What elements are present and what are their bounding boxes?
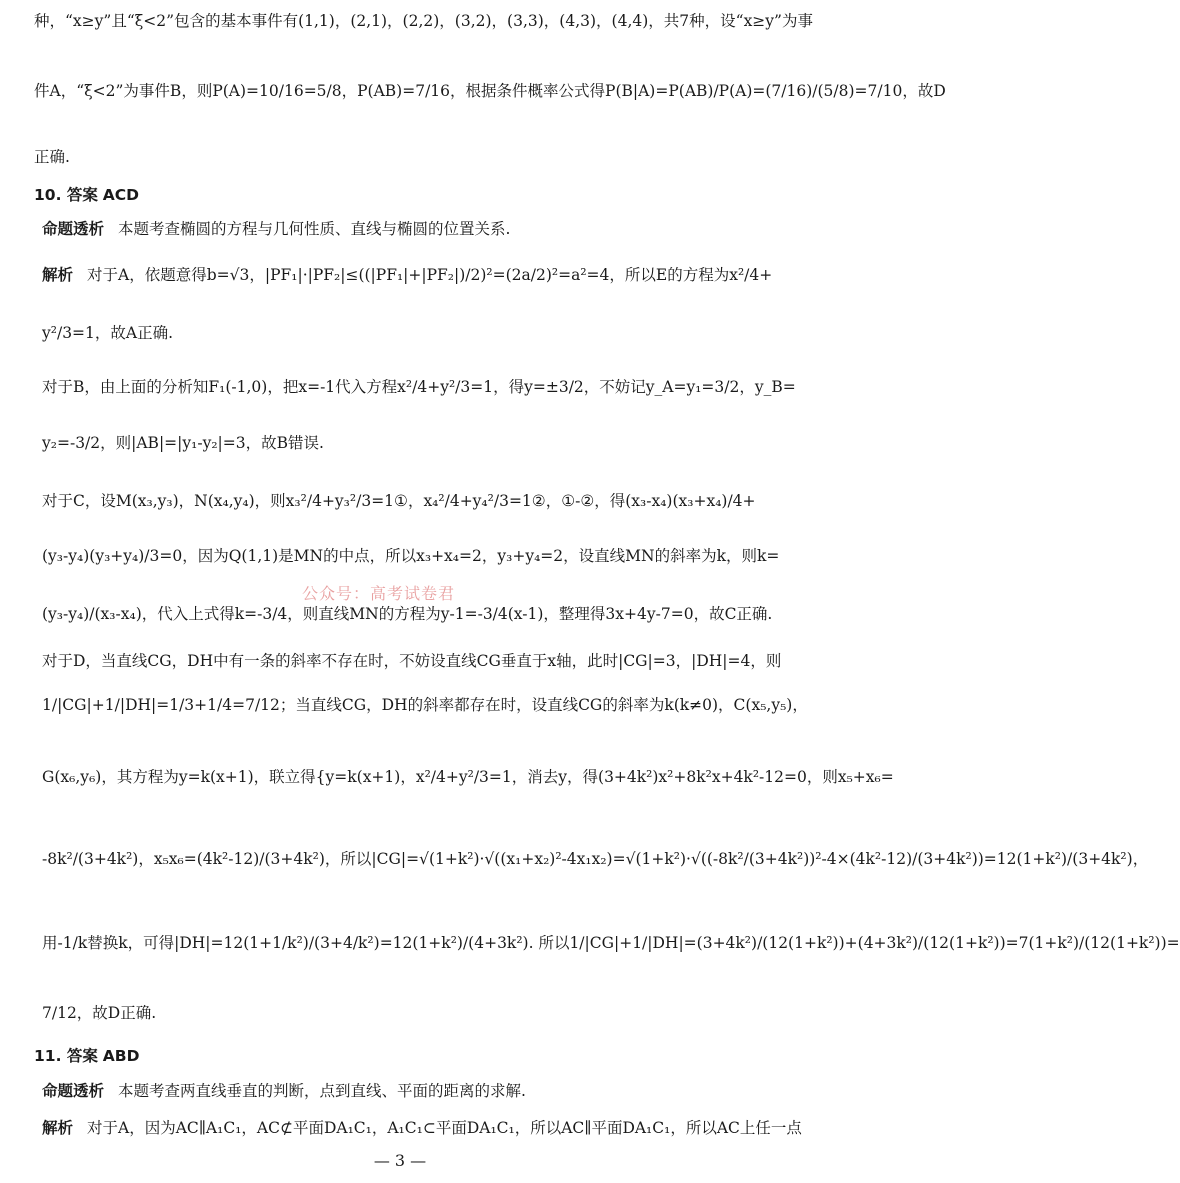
q11-solution-line	[42, 1117, 802, 1139]
q10-analysis	[42, 218, 786, 240]
solution-text: 对于A，因为AC∥A₁C₁，AC⊄平面DA₁C₁，A₁C₁⊂平面DA₁C₁，所以AC∥平面DA₁C₁，所以AC上任一点	[87, 1119, 802, 1137]
q11-answer: ABD	[102, 1047, 140, 1065]
q11-number: 11. 答案	[34, 1047, 98, 1065]
watermark: 公众号：高考试卷君	[302, 584, 456, 603]
text-line: G(x₆,y₆)，其方程为y=k(x+1)，联立得{y=k(x+1)，x²/4+y²/3=1，消去y，得(3+4k²)x²+8k²x+4k²-12=0，则x₅+x₆=	[42, 768, 894, 786]
text-line: 对于B，由上面的分析知F₁(-1,0)，把x=-1代入方程x²/4+y²/3=1，得y=±3/2，不妨记y_A=y₁=3/2，y_B=	[42, 378, 796, 396]
text-line: (y₃-y₄)/(x₃-x₄)，代入上式得k=-3/4，则直线MN的方程为y-1=-3/4(x-1)，整理得3x+4y-7=0，故C正确.	[42, 605, 773, 623]
q10-solution-line	[42, 264, 786, 286]
text-line: 1/|CG|+1/|DH|=1/3+1/4=7/12；当直线CG，DH的斜率都存在时，设直线CG的斜率为k(k≠0)，C(x₅,y₅)，	[42, 696, 808, 714]
q11-heading	[34, 1045, 786, 1067]
text-line: y₂=-3/2，则|AB|=|y₁-y₂|=3，故B错误.	[42, 434, 324, 452]
text-line: 对于D，当直线CG，DH中有一条的斜率不存在时，不妨设直线CG垂直于x轴，此时|CG|=3，|DH|=4，则	[42, 652, 782, 670]
solution-label: 解析	[42, 1119, 74, 1137]
page-number: — 3 —	[373, 1151, 427, 1170]
analysis-text: 本题考查椭圆的方程与几何性质、直线与椭圆的位置关系.	[118, 220, 511, 238]
q10-number: 10. 答案	[34, 186, 98, 204]
text-line: 用-1/k替换k，可得|DH|=12(1+1/k²)/(3+4/k²)=12(1+k²)/(4+3k²). 所以1/|CG|+1/|DH|=(3+4k²)/(12(1+k²))+(4+3k²)/(12(1+k²))=7(1+k²)/(12(1+k²))=	[42, 934, 1180, 952]
analysis-text: 本题考查两直线垂直的判断，点到直线、平面的距离的求解.	[118, 1082, 526, 1100]
text-line: 种，“x≥y”且“ξ<2”包含的基本事件有(1,1)，(2,1)，(2,2)，(3,2)，(3,3)，(4,3)，(4,4)，共7种，设“x≥y”为事	[34, 12, 813, 30]
text-line: 件A，“ξ<2”为事件B，则P(A)=10/16=5/8，P(AB)=7/16，根据条件概率公式得P(B|A)=P(AB)/P(A)=(7/16)/(5/8)=7/10，故D	[34, 82, 946, 100]
solution-text: 对于A，依题意得b=√3，|PF₁|·|PF₂|≤((|PF₁|+|PF₂|)/2)²=(2a/2)²=a²=4，所以E的方程为x²/4+	[87, 266, 773, 284]
text-line: y²/3=1，故A正确.	[42, 324, 174, 342]
solution-label: 解析	[42, 266, 74, 284]
q10-heading	[34, 184, 786, 206]
q10-answer: ACD	[102, 186, 140, 204]
text-line: 对于C，设M(x₃,y₃)，N(x₄,y₄)，则x₃²/4+y₃²/3=1①，x₄²/4+y₄²/3=1②，①-②，得(x₃-x₄)(x₃+x₄)/4+	[42, 492, 756, 510]
q11-analysis	[42, 1080, 786, 1102]
analysis-label: 命题透析	[42, 1082, 105, 1100]
text-line: 7/12，故D正确.	[42, 1004, 157, 1022]
text-line: -8k²/(3+4k²)，x₅x₆=(4k²-12)/(3+4k²)，所以|CG|=√(1+k²)·√((x₁+x₂)²-4x₁x₂)=√(1+k²)·√((-8k²/(3+4k²))²-4×(4k²-12)/(3+4k²))=12(1+k²)/(3+4k²)，	[42, 850, 1149, 868]
analysis-label: 命题透析	[42, 220, 105, 238]
text-line: (y₃-y₄)(y₃+y₄)/3=0，因为Q(1,1)是MN的中点，所以x₃+x₄=2，y₃+y₄=2，设直线MN的斜率为k，则k=	[42, 547, 780, 565]
text-line: 正确.	[34, 148, 70, 166]
